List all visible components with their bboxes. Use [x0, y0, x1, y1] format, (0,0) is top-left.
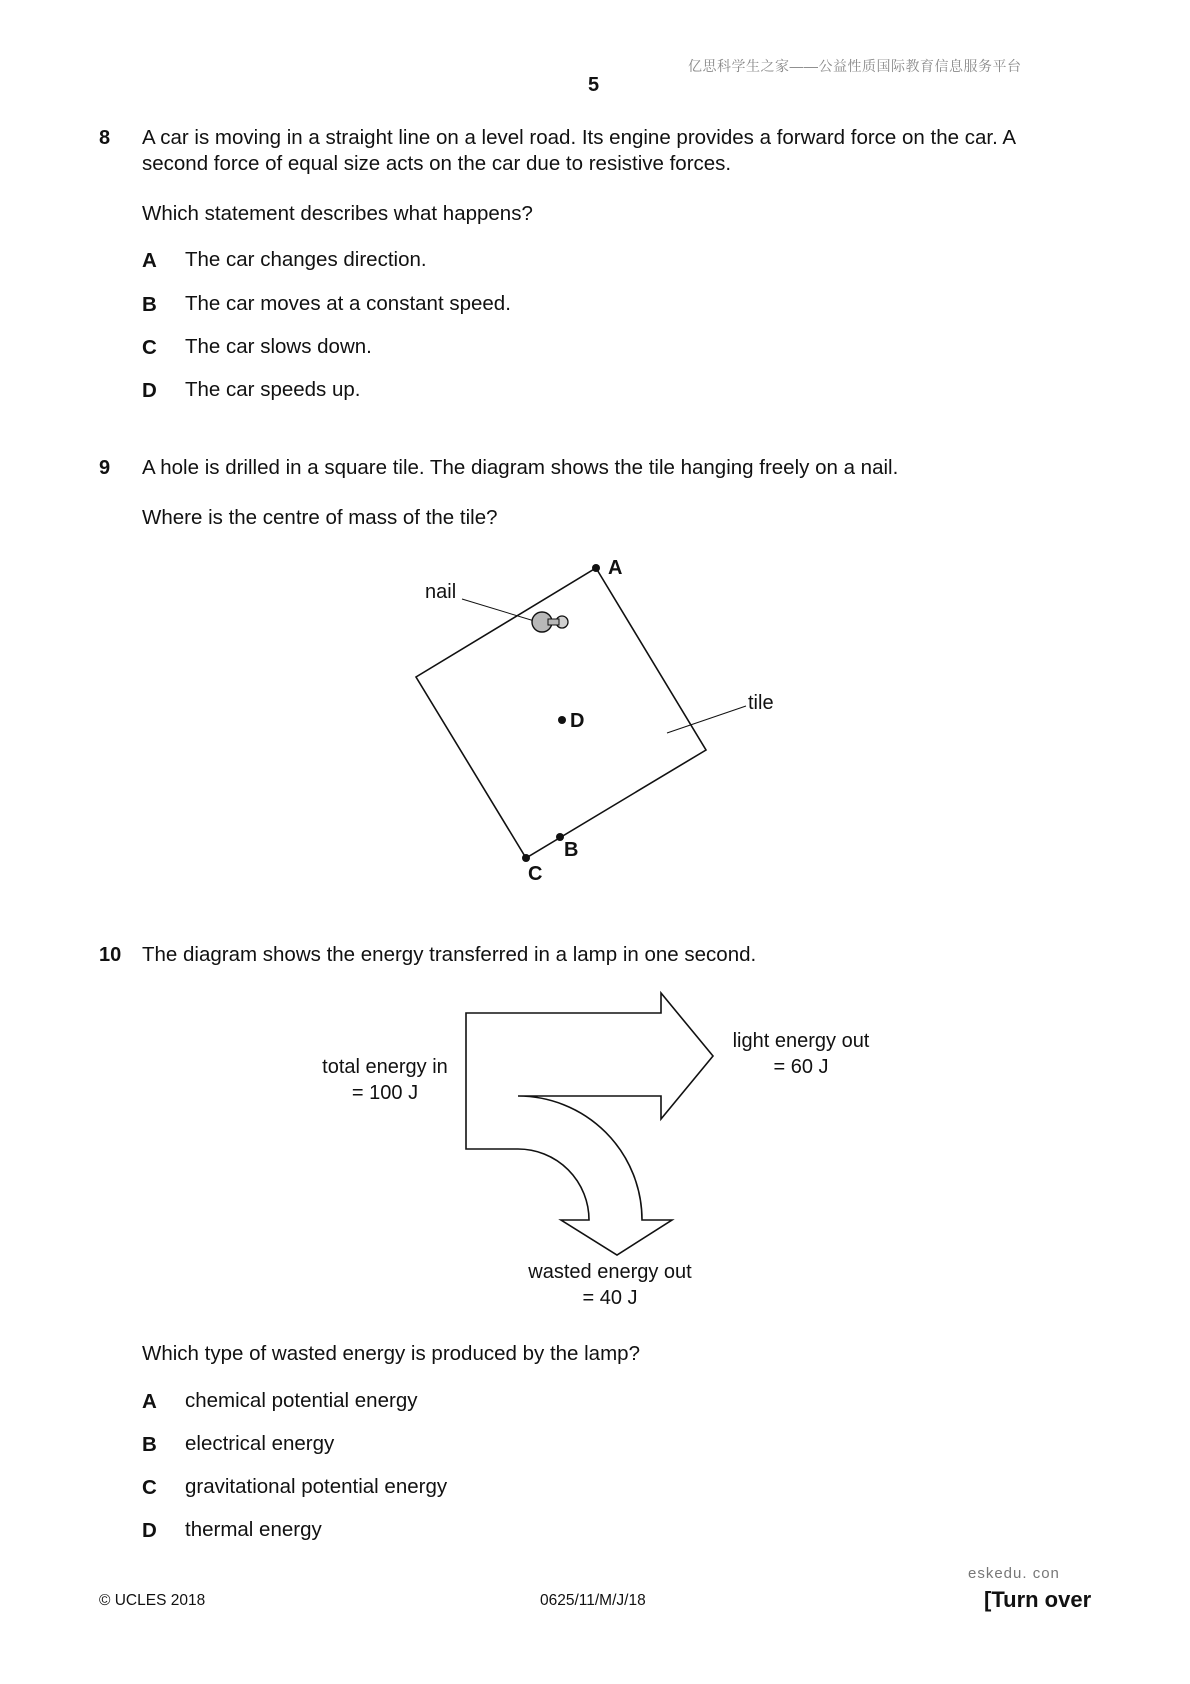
- option-letter: D: [142, 379, 157, 402]
- question-stem: A hole is drilled in a square tile. The diagram shows the tile hanging freely on a nail.: [142, 456, 899, 479]
- option-text: The car changes direction.: [185, 248, 427, 271]
- option-text: electrical energy: [185, 1432, 335, 1455]
- option-text: The car speeds up.: [185, 378, 361, 401]
- question-number: 10: [99, 944, 122, 966]
- footer-paper-code: 0625/11/M/J/18: [540, 1592, 646, 1609]
- point-c-label: C: [528, 863, 543, 885]
- footer-copyright: © UCLES 2018: [99, 1592, 206, 1609]
- wasted-energy-label: wasted energy out: [528, 1261, 692, 1283]
- option-text: gravitational potential energy: [185, 1475, 448, 1498]
- page-number: 5: [588, 74, 600, 96]
- option-letter: C: [142, 1476, 157, 1499]
- question-number: 9: [99, 457, 111, 479]
- option-text: chemical potential energy: [185, 1389, 418, 1412]
- point-a-label: A: [608, 557, 623, 579]
- question-stem-line2: second force of equal size acts on the car due to resistive forces.: [142, 152, 732, 175]
- question-number: 8: [99, 127, 111, 149]
- option-letter: D: [142, 1519, 157, 1542]
- question-prompt: Where is the centre of mass of the tile?: [142, 506, 498, 529]
- turn-over-label: [Turn over: [984, 1587, 1092, 1612]
- nail-label: nail: [425, 581, 457, 603]
- light-energy-label: light energy out: [732, 1030, 870, 1052]
- footer-site-watermark: eskedu. con: [968, 1565, 1060, 1582]
- option-text: The car moves at a constant speed.: [185, 292, 511, 315]
- light-energy-value: = 60 J: [773, 1056, 829, 1078]
- option-letter: C: [142, 336, 157, 359]
- option-letter: B: [142, 1433, 157, 1456]
- question-prompt: Which statement describes what happens?: [142, 202, 533, 225]
- point-d-label: D: [570, 710, 585, 732]
- option-text: thermal energy: [185, 1518, 322, 1541]
- option-letter: A: [142, 1390, 157, 1413]
- option-letter: A: [142, 249, 157, 272]
- question-stem-line1: A car is moving in a straight line on a level road. Its engine provides a forward force on the car. A: [142, 126, 1017, 149]
- watermark-text: 亿思科学生之家——公益性质国际教育信息服务平台: [688, 58, 1022, 74]
- question-stem: The diagram shows the energy transferred in a lamp in one second.: [142, 943, 757, 966]
- input-energy-value: = 100 J: [351, 1082, 419, 1104]
- wasted-energy-value: = 40 J: [582, 1287, 638, 1309]
- point-b-label: B: [564, 839, 579, 861]
- energy-flow-outline: [466, 993, 713, 1255]
- question-prompt: Which type of wasted energy is produced by the lamp?: [142, 1342, 640, 1365]
- tile-label: tile: [748, 692, 774, 714]
- option-text: The car slows down.: [185, 335, 372, 358]
- option-letter: B: [142, 293, 157, 316]
- input-energy-label: total energy in: [322, 1056, 448, 1078]
